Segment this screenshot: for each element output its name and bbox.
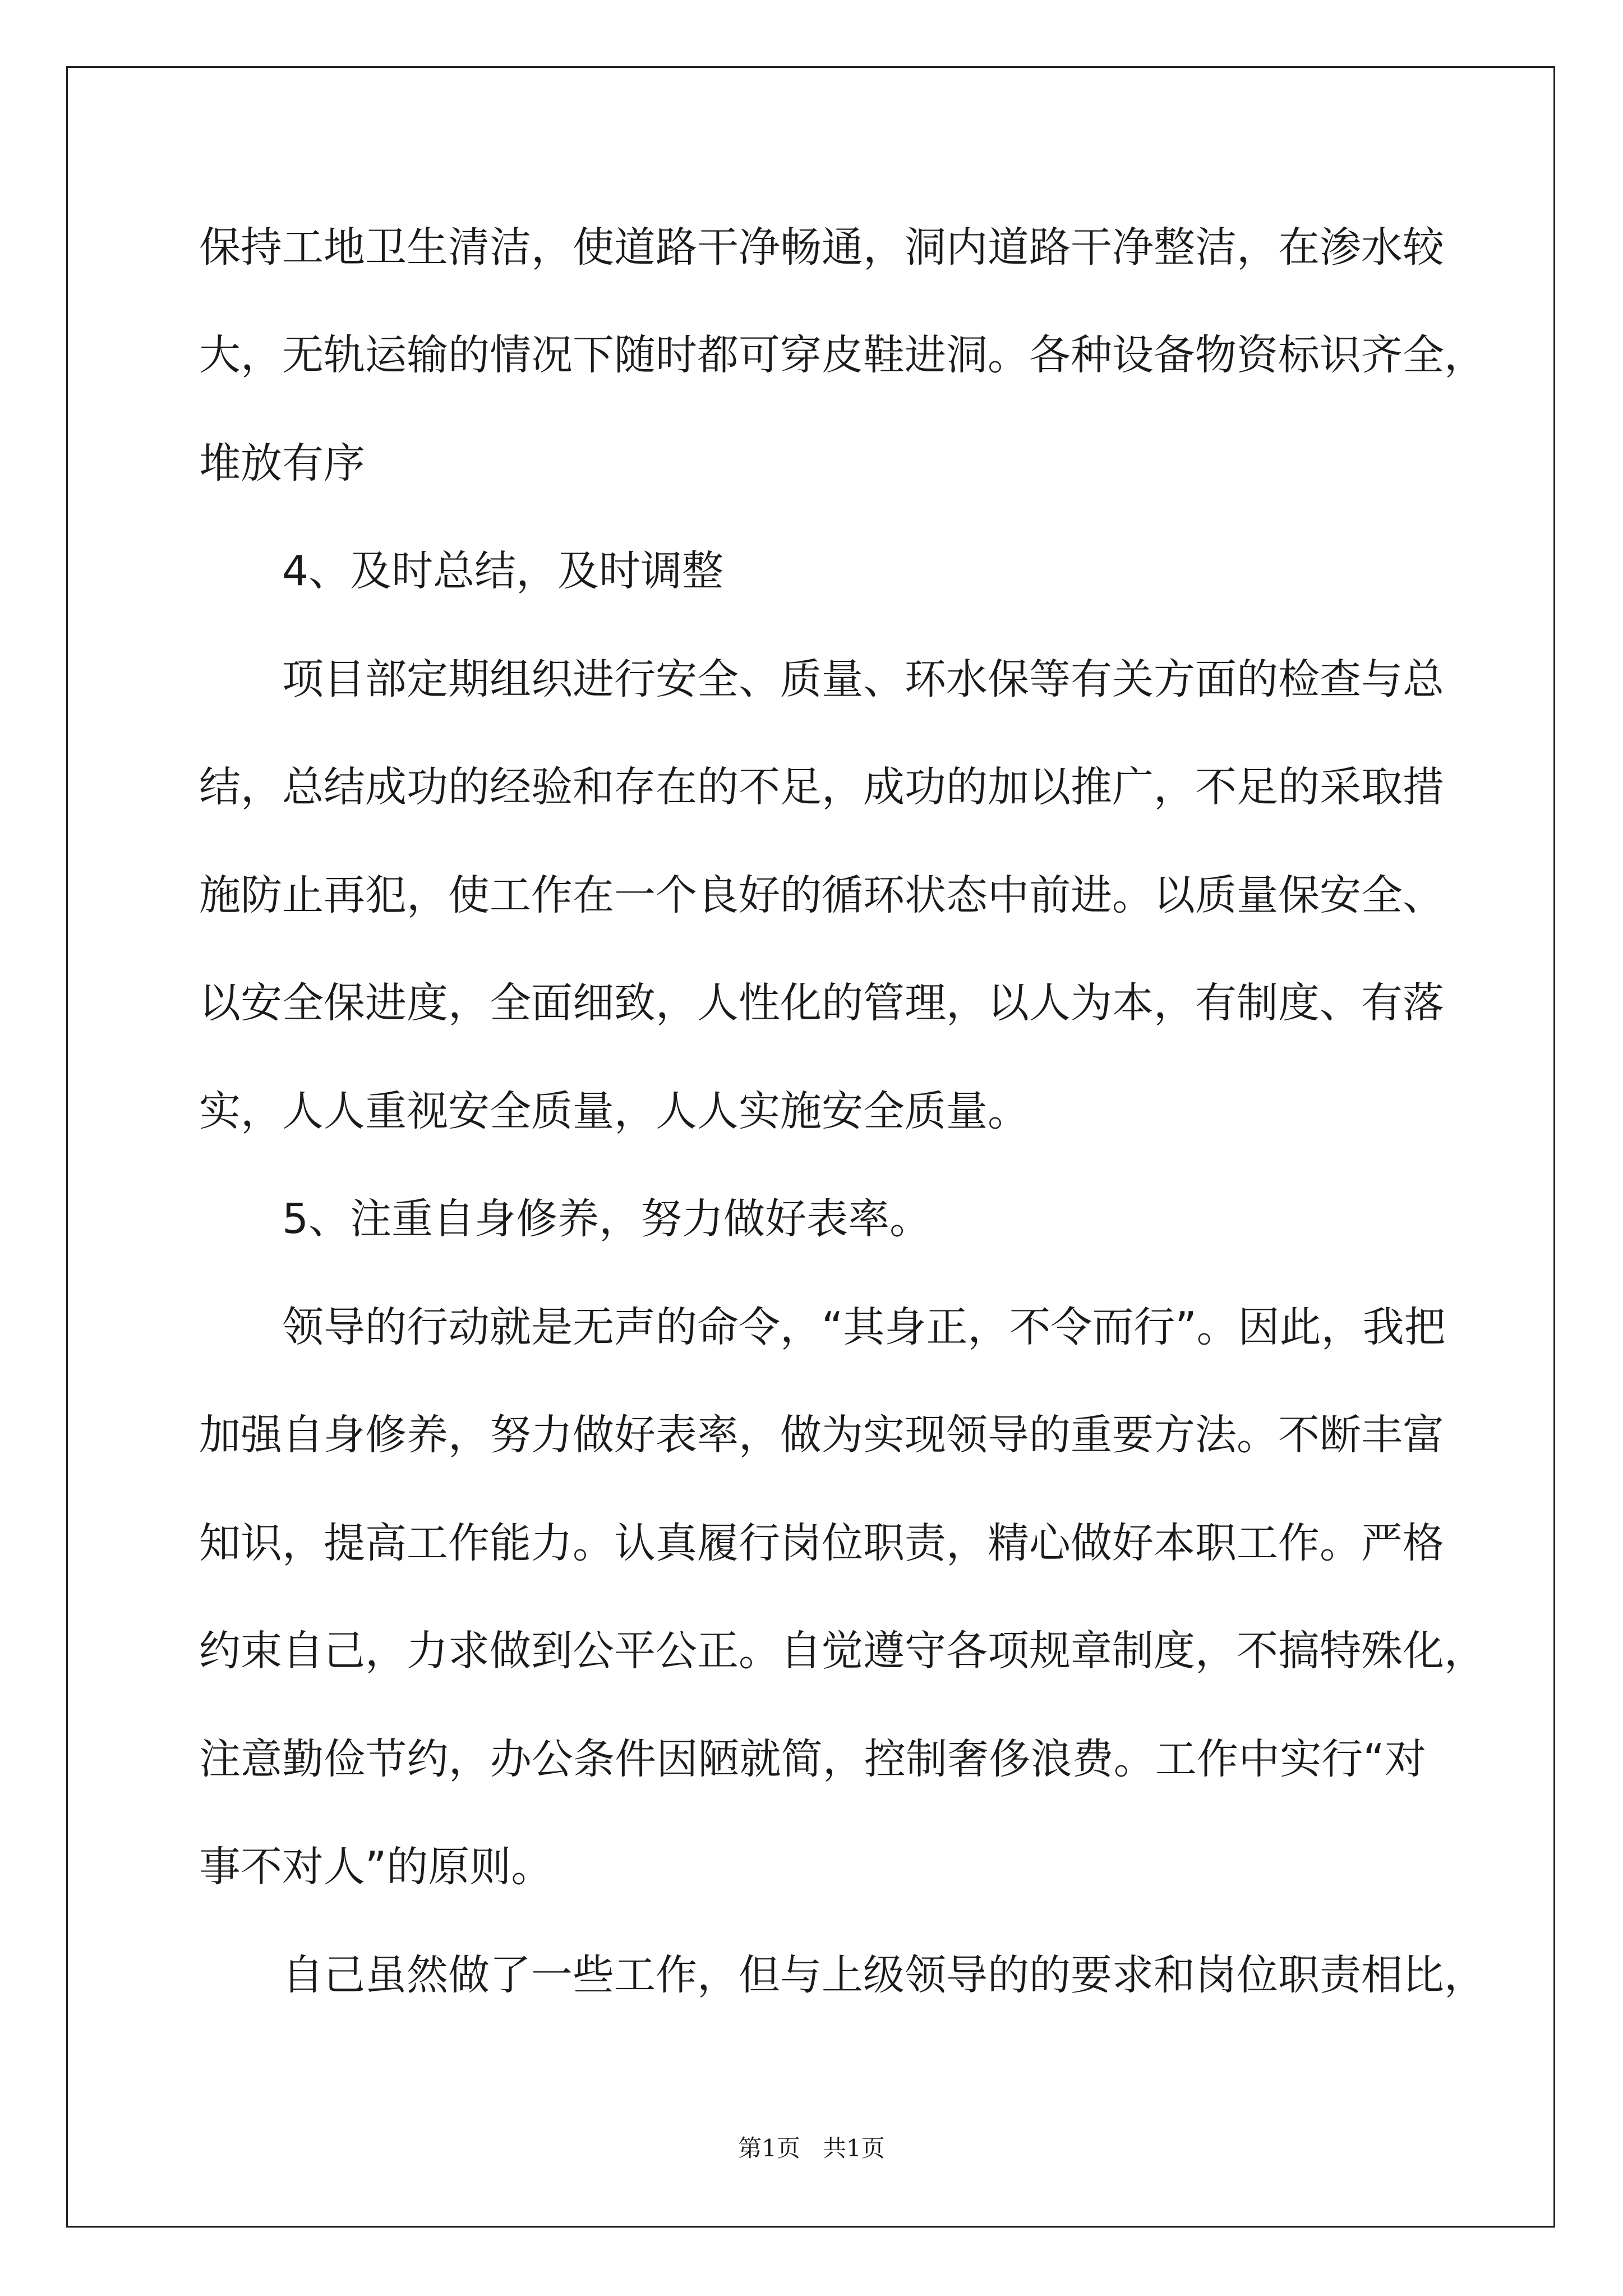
section-heading: 5、注重自身修养，努力做好表率。 xyxy=(282,1195,932,1243)
paragraph-line: 加强自身修养，努力做好表率，做为实现领导的重要方法。不断丰富 xyxy=(199,1411,1444,1459)
section-heading: 4、及时总结，及时调整 xyxy=(282,547,724,595)
paragraph-line: 以安全保进度，全面细致，人性化的管理，以人为本，有制度、有落 xyxy=(199,979,1444,1027)
paragraph-line: 堆放有序 xyxy=(199,439,365,487)
paragraph-line: 保持工地卫生清洁，使道路干净畅通，洞内道路干净整洁，在渗水较 xyxy=(199,223,1444,272)
paragraph-line: 领导的行动就是无声的命令，“其身正，不令而行”。因此，我把 xyxy=(282,1303,1446,1351)
paragraph-line: 项目部定期组织进行安全、质量、环水保等有关方面的检查与总 xyxy=(282,655,1444,703)
paragraph-line: 自己虽然做了一些工作，但与上级领导的的要求和岗位职责相比， xyxy=(282,1951,1486,1999)
page-border xyxy=(66,66,1555,2228)
paragraph-line: 实，人人重视安全质量，人人实施安全质量。 xyxy=(199,1087,1029,1135)
paragraph-line: 大，无轨运输的情况下随时都可穿皮鞋进洞。各种设备物资标识齐全， xyxy=(199,331,1486,379)
paragraph-line: 施防止再犯，使工作在一个良好的循环状态中前进。以质量保安全、 xyxy=(199,871,1444,919)
paragraph-line: 结，总结成功的经验和存在的不足，成功的加以推广，不足的采取措 xyxy=(199,763,1444,811)
paragraph-line: 事不对人”的原则。 xyxy=(199,1843,553,1891)
paragraph-line: 知识，提高工作能力。认真履行岗位职责，精心做好本职工作。严格 xyxy=(199,1519,1444,1567)
paragraph-line: 注意勤俭节约，办公条件因陋就简，控制奢侈浪费。工作中实行“对 xyxy=(199,1735,1426,1783)
page-number-footer: 第1页 共1页 xyxy=(738,2134,885,2162)
paragraph-line: 约束自己，力求做到公平公正。自觉遵守各项规章制度，不搞特殊化， xyxy=(199,1627,1486,1675)
